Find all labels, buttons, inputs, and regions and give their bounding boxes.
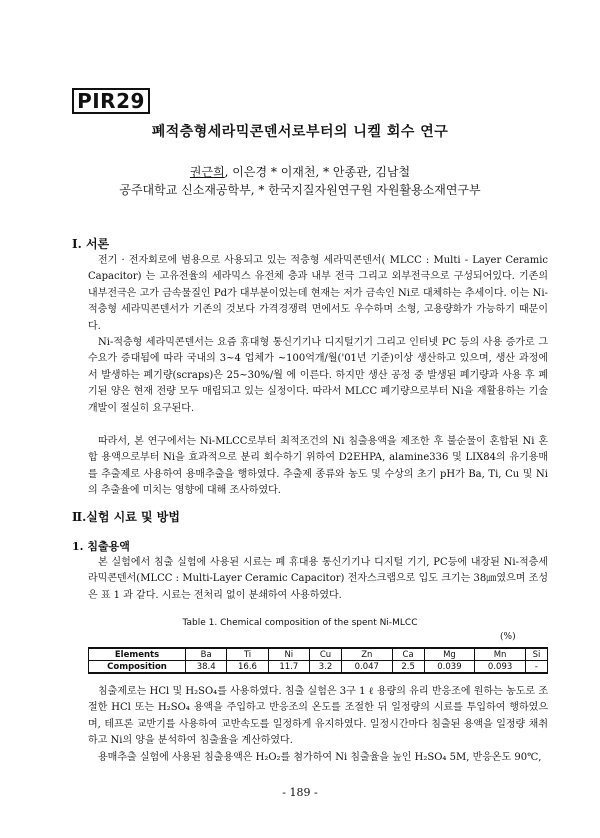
table-caption: Table 1. Chemical composition of the spent Ni-MLCC xyxy=(182,618,418,628)
methods-paragraph-1: 본 실험에서 침출 실험에 사용된 시료는 폐 휴대용 통신기기나 디지털 기기, PC등에 내장된 Ni-적층세라믹콘덴서(MLCC : Multi-Layer Ceramic Capacitor) 전자스크랩으로 입도 크기는 38㎛였으며 조성은 표 1 과 같다. 시료는 전처리 없이 분쇄하여 사용하였다. xyxy=(88,557,548,601)
table-cell: 38.4 xyxy=(186,661,227,674)
table-header-row xyxy=(89,648,548,661)
section-heading-introduction: Ⅰ. 서론 xyxy=(72,237,110,251)
table-header-cell: Ni xyxy=(268,648,309,661)
affiliation: 공주대학교 신소재공학부, * 한국지질자원연구원 자원활용소재연구부 xyxy=(119,183,481,197)
table-header-cell: Cu xyxy=(309,648,341,661)
page-number: - 189 - xyxy=(282,786,318,799)
paper-id-tag: PIR29 xyxy=(72,88,150,114)
table-cell: 0.039 xyxy=(424,661,475,674)
table-header-cell: Zn xyxy=(341,648,392,661)
methods-paragraph-3: 용매추출 실험에 사용된 침출용액은 H₂O₂를 첨가하여 Ni 침출율을 높인 H₂SO₄ 5M, 반응온도 90℃, xyxy=(98,752,542,763)
subsection-heading-leach-solution: 1. 침출용액 xyxy=(72,540,130,553)
section-heading-methods: Ⅱ.실험 시료 및 방법 xyxy=(72,510,180,524)
table-row-label: Composition xyxy=(89,661,186,674)
table-header-label: Elements xyxy=(89,648,186,661)
table-cell: 11.7 xyxy=(268,661,309,674)
table-cell: 16.6 xyxy=(227,661,268,674)
table-cell: 3.2 xyxy=(309,661,341,674)
paper-title: 폐적층형세라믹콘덴서로부터의 니켈 회수 연구 xyxy=(151,124,449,140)
table-unit: (%) xyxy=(500,632,516,642)
author-list xyxy=(0,163,600,180)
table-row xyxy=(89,661,548,674)
presenting-author: 권근희 xyxy=(189,165,225,179)
table-cell: - xyxy=(525,661,547,674)
methods-paragraph-2: 침출제로는 HCl 및 H₂SO₄를 사용하였다. 침출 실험은 3구 1 ℓ 용량의 유리 반응조에 원하는 농도로 조절한 HCl 또는 H₂SO₄ 용액을 주입하고 반응조의 온도를 조절한 뒤 일정량의 시료를 투입하여 행하였으며, 테프론 교반기를 사용하여 교반속도를 일정하게 유지하였다. 일정시간마다 침출된 용액을 일정량 채취하고 Ni의 양을 분석하여 침출율을 계산하였다. xyxy=(88,686,548,747)
co-authors: , 이은경 * 이재천, * 안종관, 김남철 xyxy=(224,165,411,179)
intro-paragraph-2: Ni-적층형 세라믹콘덴서는 요즘 휴대형 통신기기나 디지털기기 그리고 인터넷 PC 등의 사용 증가로 그 수요가 증대됨에 따라 국내의 3~4 업체가 ~100억개/월('01년 기준)이상 생산하고 있으며, 생산 과정에서 발생하는 폐기량(scraps)은 25~30%/월 에 이른다. 하지만 생산 공정 중 발생된 폐기량과 사용 후 폐기된 양은 현재 전량 모두 매립되고 있는 실정이다. 따라서 MLCC 폐기량으로부터 Ni을 재활용하는 기술 개발이 절실히 요구된다. xyxy=(88,337,548,414)
intro-paragraph-3: 따라서, 본 연구에서는 Ni-MLCC로부터 최적조건의 Ni 침출용액을 제조한 후 불순물이 혼합된 Ni 혼합 용액으로부터 Ni을 효과적으로 분리 회수하기 위하여 D2EHPA, alamine336 및 LIX84의 유기용매를 추출제로 사용하여 용매추출을 행하였다. 추출제 종류와 농도 및 수상의 초기 pH가 Ba, Ti, Cu 및 Ni의 추출율에 미치는 영향에 대해 조사하였다. xyxy=(88,436,548,497)
table-cell: 0.047 xyxy=(341,661,392,674)
table-header-cell: Mg xyxy=(424,648,475,661)
intro-paragraph-1: 전기 · 전자회로에 범용으로 사용되고 있는 적층형 세라믹콘덴서( MLCC : Multi - Layer Ceramic Capacitor) 는 고유전율의 세라믹스 유전체 층과 내부 전극 그리고 외부전극으로 구성되어있다. 기존의 내부전극은 고가 금속물질인 Pd가 대부분이었는데 현재는 저가 금속인 Ni로 대체하는 추세이다. 이는 Ni-적층형 세라믹콘덴서가 기존의 것보다 가격경쟁력 면에서도 우수하며 소형, 고용량화가 가능하기 때문이다. xyxy=(88,255,548,332)
table-header-cell: Mn xyxy=(475,648,526,661)
table-cell: 2.5 xyxy=(392,661,424,674)
table-cell: 0.093 xyxy=(475,661,526,674)
table-header-cell: Si xyxy=(525,648,547,661)
table-header-cell: Ca xyxy=(392,648,424,661)
table-header-cell: Ti xyxy=(227,648,268,661)
composition-table xyxy=(88,647,548,674)
table-header-cell: Ba xyxy=(186,648,227,661)
